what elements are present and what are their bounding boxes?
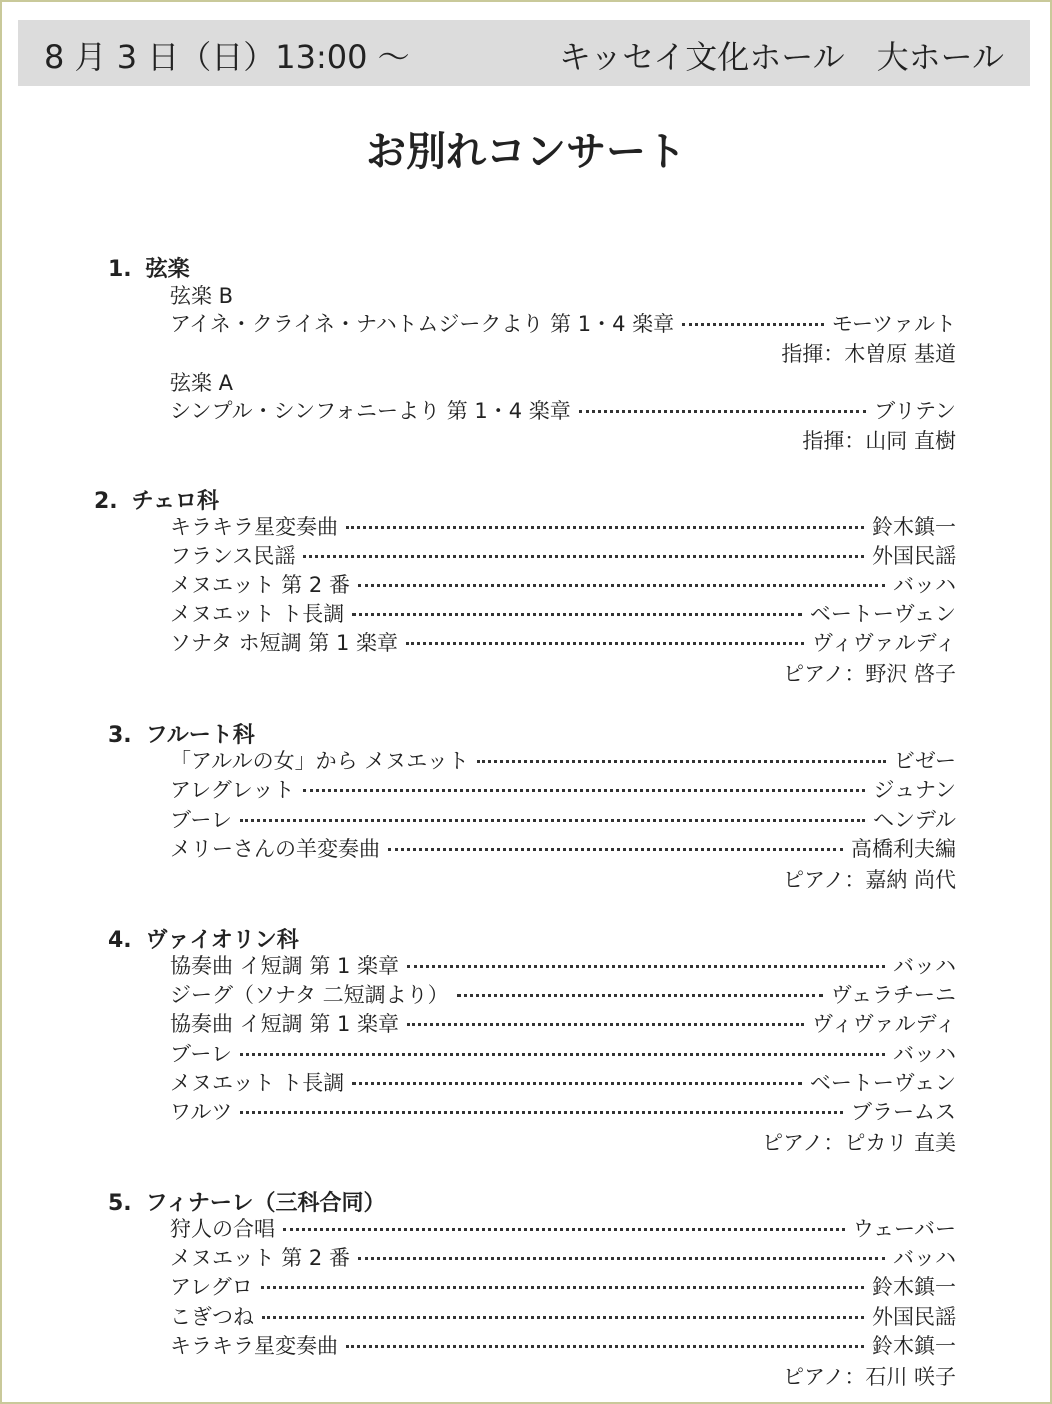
program-item bbox=[170, 540, 956, 569]
piece-title: 狩人の合唱 bbox=[170, 1216, 275, 1241]
program-item bbox=[170, 569, 956, 598]
composer: ベートーヴェン bbox=[809, 1070, 956, 1095]
leader-dots bbox=[346, 526, 864, 529]
composer: 鈴木鎮一 bbox=[872, 514, 956, 539]
page-title: お別れコンサート bbox=[366, 129, 686, 175]
piece-title: キラキラ星変奏曲 bbox=[170, 514, 338, 539]
piece-title: フランス民謡 bbox=[170, 543, 296, 568]
leader-dots bbox=[407, 965, 885, 968]
composer: ベートーヴェン bbox=[809, 601, 956, 626]
leader-dots bbox=[457, 994, 823, 997]
program-item bbox=[170, 774, 956, 803]
piece-title: アイネ・クライネ・ナハトムジークより 第 1・4 楽章 bbox=[170, 311, 675, 336]
piece-title: メヌエット 第 2 番 bbox=[170, 1245, 350, 1270]
piece-title: ソナタ ホ短調 第 1 楽章 bbox=[170, 630, 399, 655]
leader-dots bbox=[477, 760, 886, 763]
pianist-credit: ピアノ：野沢 啓子 bbox=[783, 662, 956, 686]
composer: モーツァルト bbox=[831, 311, 956, 336]
composer: バッハ bbox=[893, 572, 956, 597]
composer: 外国民謡 bbox=[872, 1304, 956, 1329]
program-item bbox=[170, 804, 956, 833]
leader-dots bbox=[406, 642, 804, 645]
composer: ヘンデル bbox=[873, 807, 956, 832]
composer: ヴィヴァルディ bbox=[812, 630, 956, 655]
conductor-credit: 指揮：木曽原 基道 bbox=[781, 342, 956, 366]
piece-title: メヌエット ト長調 bbox=[170, 1070, 345, 1095]
section-name: ヴァイオリン科 bbox=[145, 928, 299, 953]
piece-title: アレグレット bbox=[170, 777, 295, 802]
program-item bbox=[170, 979, 956, 1008]
conductor-credit: 指揮：山同 直樹 bbox=[802, 429, 956, 453]
section-heading bbox=[108, 252, 190, 283]
piece-title: アレグロ bbox=[170, 1274, 253, 1299]
leader-dots bbox=[579, 410, 866, 413]
composer: 外国民謡 bbox=[872, 543, 956, 568]
leader-dots bbox=[352, 1082, 802, 1085]
program-item bbox=[170, 950, 956, 979]
section-name: 弦楽 bbox=[145, 257, 190, 282]
piece-title: 協奏曲 イ短調 第 1 楽章 bbox=[170, 1011, 400, 1036]
composer: バッハ bbox=[893, 1245, 956, 1270]
section-number: 4. bbox=[108, 928, 132, 953]
piece-title: メヌエット 第 2 番 bbox=[170, 572, 350, 597]
program-item bbox=[170, 833, 956, 862]
program-item bbox=[170, 1008, 956, 1037]
program-item bbox=[170, 598, 956, 627]
program-item bbox=[170, 395, 956, 424]
pianist-credit: ピアノ：ピカリ 直美 bbox=[762, 1131, 956, 1155]
composer: 鈴木鎮一 bbox=[872, 1333, 956, 1358]
group-label: 弦楽 B bbox=[170, 284, 234, 308]
leader-dots bbox=[262, 1316, 864, 1319]
composer: ビゼー bbox=[893, 748, 956, 773]
section-number: 3. bbox=[108, 723, 132, 748]
leader-dots bbox=[303, 789, 866, 792]
leader-dots bbox=[682, 323, 824, 326]
piece-title: ワルツ bbox=[170, 1099, 233, 1124]
composer: バッハ bbox=[893, 1041, 956, 1066]
event-venue: キッセイ文化ホール 大ホール bbox=[558, 38, 1004, 76]
piece-title: ブーレ bbox=[170, 1041, 232, 1066]
composer: ジュナン bbox=[873, 777, 956, 802]
leader-dots bbox=[240, 819, 865, 822]
program-item bbox=[170, 1271, 956, 1300]
event-date: 8 月 3 日（日）13:00 ～ bbox=[44, 38, 410, 76]
section-name: フルート科 bbox=[145, 723, 255, 748]
piece-title: ジーグ（ソナタ 二短調より） bbox=[170, 982, 449, 1007]
pianist-credit: ピアノ：石川 咲子 bbox=[783, 1365, 956, 1389]
composer: ブリテン bbox=[874, 398, 956, 423]
leader-dots bbox=[283, 1228, 845, 1231]
leader-dots bbox=[358, 584, 885, 587]
leader-dots bbox=[303, 555, 864, 558]
program-item bbox=[170, 1038, 956, 1067]
program-item bbox=[170, 1067, 956, 1096]
leader-dots bbox=[407, 1023, 804, 1026]
piece-title: シンプル・シンフォニーより 第 1・4 楽章 bbox=[170, 398, 571, 423]
program-item bbox=[170, 627, 956, 656]
piece-title: キラキラ星変奏曲 bbox=[170, 1333, 338, 1358]
program-item bbox=[170, 1301, 956, 1330]
leader-dots bbox=[240, 1111, 843, 1114]
leader-dots bbox=[346, 1345, 864, 1348]
header-bar bbox=[18, 20, 1030, 86]
program-item bbox=[170, 308, 956, 337]
piece-title: 協奏曲 イ短調 第 1 楽章 bbox=[170, 953, 400, 978]
piece-title: メリーさんの羊変奏曲 bbox=[170, 836, 380, 861]
program-item bbox=[170, 1096, 956, 1125]
section-name: フィナーレ（三科合同） bbox=[145, 1191, 386, 1216]
section-number: 1. bbox=[108, 257, 132, 282]
leader-dots bbox=[388, 848, 843, 851]
composer: ウェーバー bbox=[852, 1216, 956, 1241]
composer: 鈴木鎮一 bbox=[872, 1274, 956, 1299]
leader-dots bbox=[358, 1257, 885, 1260]
leader-dots bbox=[261, 1286, 864, 1289]
composer: バッハ bbox=[893, 953, 956, 978]
program-item bbox=[170, 1213, 956, 1242]
section-name: チェロ科 bbox=[131, 489, 220, 514]
group-label: 弦楽 A bbox=[170, 371, 234, 395]
program-item bbox=[170, 1242, 956, 1271]
piece-title: メヌエット ト長調 bbox=[170, 601, 345, 626]
composer: ヴェラチーニ bbox=[830, 982, 956, 1007]
section-number: 2. bbox=[94, 489, 118, 514]
pianist-credit: ピアノ：嘉納 尚代 bbox=[783, 868, 956, 892]
piece-title: こぎつね bbox=[170, 1304, 254, 1329]
program-item bbox=[170, 511, 956, 540]
program-item bbox=[170, 745, 956, 774]
section-number: 5. bbox=[108, 1191, 132, 1216]
program-item bbox=[170, 1330, 956, 1359]
composer: 高橋利夫編 bbox=[851, 836, 956, 861]
composer: ヴィヴァルディ bbox=[812, 1011, 956, 1036]
composer: ブラームス bbox=[851, 1099, 956, 1124]
piece-title: 「アルルの女」から メヌエット bbox=[170, 748, 469, 773]
leader-dots bbox=[240, 1053, 885, 1056]
piece-title: ブーレ bbox=[170, 807, 232, 832]
leader-dots bbox=[352, 613, 802, 616]
